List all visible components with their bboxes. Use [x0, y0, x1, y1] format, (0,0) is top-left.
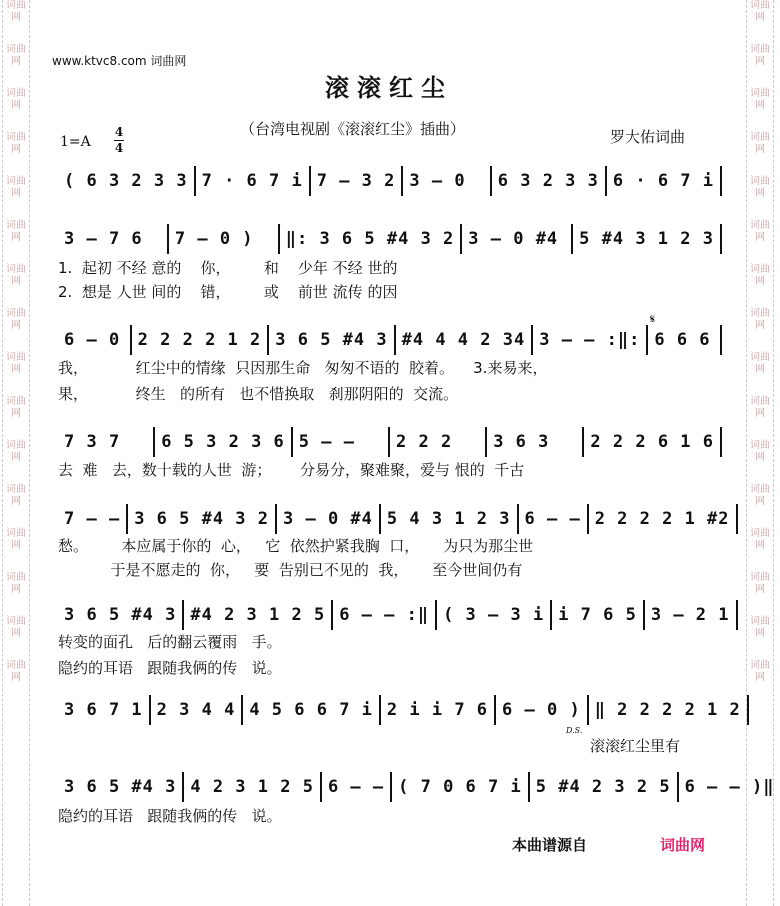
watermark-text: 词曲网 — [750, 88, 770, 111]
measure: 7 – 3 2 — [316, 171, 396, 191]
measure: 3 – 0 #4 — [468, 229, 559, 249]
key-signature: 1=A — [60, 134, 91, 150]
measure: 6 3 2 3 3 — [497, 171, 599, 191]
notation-row-3 — [58, 325, 722, 355]
measure: ( 7 0 6 7 i — [398, 777, 522, 797]
segno-mark: 𝄋 — [650, 312, 656, 326]
notation-row-8 — [58, 772, 775, 802]
watermark-text: 词曲网 — [750, 264, 770, 287]
notation-row-4 — [58, 427, 722, 457]
measure: 4 2 3 1 2 5 — [190, 777, 314, 797]
watermark-text: 词曲网 — [750, 44, 770, 67]
song-subtitle: （台湾电视剧《滚滚红尘》插曲） — [240, 120, 466, 138]
measure: 3 6 3 — [493, 432, 550, 452]
lyric-line: 滚滚红尘里有 — [590, 737, 681, 755]
measure: 3 6 5 #4 3 — [64, 777, 177, 797]
watermark-text: 词曲网 — [750, 660, 770, 683]
right-watermark-strip — [746, 0, 774, 906]
measure: 6 – 0 ) — [502, 700, 581, 720]
watermark-text: 词曲网 — [6, 132, 26, 155]
lyric-line: 2. 想是 人世 间的 错， 或 前世 流传 的因 — [58, 283, 398, 301]
source-site-logo[interactable]: 词曲网 — [660, 836, 706, 854]
time-signature-bottom: 4 — [114, 141, 124, 155]
measure: 6 – 0 — [64, 330, 121, 350]
measure: 2 2 2 6 1 6 — [590, 432, 714, 452]
measure: #4 2 3 1 2 5 — [190, 605, 326, 625]
measure: 3 – 7 6 — [64, 229, 143, 249]
measure: ( 6 3 2 3 3 — [64, 171, 188, 191]
measure: 6 – – — [327, 777, 385, 797]
measure: ‖ 2 2 2 2 1 2 — [594, 700, 741, 720]
watermark-text: 词曲网 — [750, 616, 770, 639]
watermark-text: 词曲网 — [750, 352, 770, 375]
watermark-text: 词曲网 — [750, 396, 770, 419]
measure: 7 – – — [64, 509, 121, 529]
watermark-text: 词曲网 — [750, 572, 770, 595]
watermark-text: 词曲网 — [750, 484, 770, 507]
watermark-text: 词曲网 — [750, 528, 770, 551]
watermark-text: 词曲网 — [6, 308, 26, 331]
dal-segno-mark: D.S. — [566, 726, 583, 735]
measure: 5 #4 2 3 2 5 — [535, 777, 671, 797]
song-title: 滚滚红尘 — [325, 73, 453, 102]
lyric-line: 果， 终生 的所有 也不惜换取 刹那阴阳的 交流。 — [58, 385, 459, 403]
measure: 2 2 2 2 1 2 — [137, 330, 262, 350]
measure: 6 6 6 — [654, 330, 711, 350]
measure: 7 – 0 ) — [174, 229, 254, 249]
watermark-text: 词曲网 — [6, 616, 26, 639]
measure: #4 4 4 2 34 — [401, 330, 526, 350]
lyric-line: 隐约的耳语 跟随我俩的传 说。 — [58, 807, 282, 825]
watermark-text: 词曲网 — [750, 308, 770, 331]
measure: 3 6 5 #4 3 2 — [134, 509, 270, 529]
measure: 7 · 6 7 i — [201, 171, 303, 191]
measure: 5 4 3 1 2 3 — [386, 509, 511, 529]
notation-row-6 — [58, 600, 730, 630]
notation-row-1 — [58, 166, 722, 196]
measure: ( 3 – 3 i — [443, 605, 545, 625]
watermark-text: 词曲网 — [6, 44, 26, 67]
time-signature-top: 4 — [114, 125, 124, 139]
watermark-text: 词曲网 — [6, 660, 26, 683]
measure: 3 6 5 #4 3 — [64, 605, 177, 625]
measure: 5 #4 3 1 2 3 — [579, 229, 714, 249]
watermark-text: 词曲网 — [6, 220, 26, 243]
notation-row-5 — [58, 504, 730, 534]
notation-row-2 — [58, 224, 722, 254]
measure: 6 5 3 2 3 6 — [161, 432, 285, 452]
watermark-text: 词曲网 — [750, 132, 770, 155]
measure: 3 – 2 1 — [650, 605, 730, 625]
time-signature — [114, 126, 124, 155]
lyric-line: 转变的面孔 后的翻云覆雨 手。 — [58, 633, 282, 651]
watermark-text: 词曲网 — [750, 176, 770, 199]
lyric-line: 愁。 本应属于你的 心， 它 依然护紧我胸 口， 为只为那尘世 — [58, 537, 534, 555]
watermark-text: 词曲网 — [750, 220, 770, 243]
watermark-text: 词曲网 — [6, 440, 26, 463]
lyric-line: 于是不愿走的 你， 要 告别已不见的 我， 至今世间仍有 — [58, 561, 523, 579]
measure: 6 – – :‖ — [339, 605, 430, 625]
lyric-line: 去 难 去，数十载的人世 游； 分易分，聚难聚，爱与 恨的 千古 — [58, 461, 525, 479]
measure: 2 i i 7 6 — [386, 700, 489, 720]
watermark-text: 词曲网 — [6, 396, 26, 419]
measure: 6 – – )‖ — [684, 777, 775, 797]
source-label: 本曲谱源自 — [512, 836, 588, 854]
lyric-line: 隐约的耳语 跟随我俩的传 说。 — [58, 659, 282, 677]
watermark-text: 词曲网 — [6, 572, 26, 595]
measure: i 7 6 5 — [558, 605, 637, 625]
measure: 6 · 6 7 i — [612, 171, 714, 191]
watermark-text: 词曲网 — [6, 264, 26, 287]
measure: 2 2 2 — [396, 432, 453, 452]
watermark-text: 词曲网 — [6, 176, 26, 199]
watermark-text: 词曲网 — [6, 528, 26, 551]
watermark-text: 词曲网 — [6, 352, 26, 375]
lyric-line: 我， 红尘中的情缘 只因那生命 匆匆不语的 胶着。 3.来易来， — [58, 359, 548, 377]
measure: 5 – – — [298, 432, 355, 452]
watermark-text: 词曲网 — [750, 440, 770, 463]
measure: 3 6 5 #4 3 — [275, 330, 388, 350]
composer-credit: 罗大佑词曲 — [610, 128, 686, 146]
left-watermark-strip — [2, 0, 30, 906]
measure: 3 – 0 — [409, 171, 466, 191]
measure: 7 3 7 — [64, 432, 121, 452]
measure: ‖: 3 6 5 #4 3 2 — [285, 229, 455, 249]
measure: 3 – – :‖: — [539, 330, 641, 350]
measure: 2 3 4 4 — [156, 700, 236, 720]
site-url: www.ktvc8.com 词曲网 — [52, 54, 187, 68]
watermark-text: 词曲网 — [6, 484, 26, 507]
measure: 3 6 7 1 — [64, 700, 143, 720]
watermark-text: 词曲网 — [6, 88, 26, 111]
measure: 2 2 2 2 1 #2 — [594, 509, 730, 529]
measure: 4 5 6 6 7 i — [249, 700, 373, 720]
notation-row-7 — [58, 695, 741, 725]
watermark-text: 词曲网 — [750, 0, 770, 23]
measure: 6 – – — [524, 509, 581, 529]
watermark-text: 词曲网 — [6, 0, 26, 23]
lyric-line: 1. 起初 不经 意的 你， 和 少年 不经 世的 — [58, 259, 398, 277]
measure: 3 – 0 #4 — [283, 509, 373, 529]
